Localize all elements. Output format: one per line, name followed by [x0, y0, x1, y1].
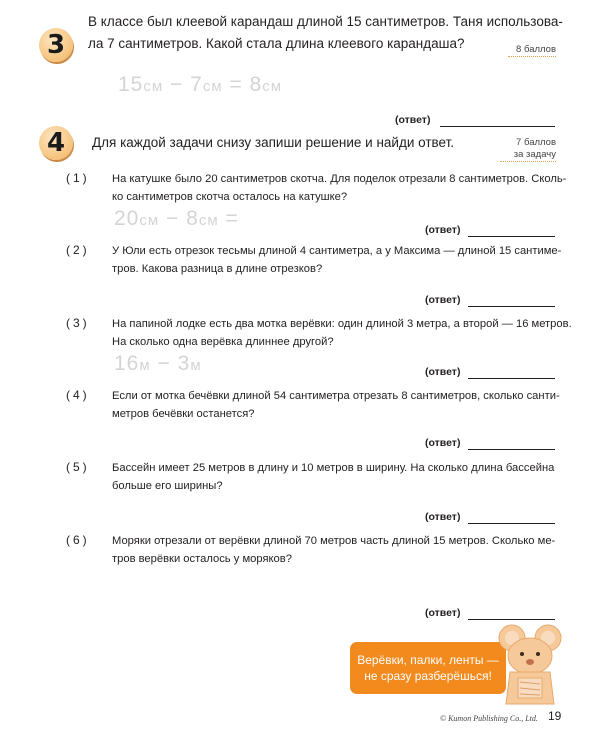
bubble-line-2: не сразу разберёшься! [364, 669, 492, 683]
item-1-answer-label: (ответ) [425, 224, 461, 236]
item-2-number: (2) [66, 243, 90, 257]
item-5-answer-line[interactable] [468, 509, 555, 524]
item-4-answer-line[interactable] [468, 435, 555, 450]
item-3-text-line-2: На сколько одна верёвка длиннее другой? [112, 336, 334, 348]
mascot-speech-bubble [350, 642, 506, 694]
item-3-answer-label: (ответ) [425, 366, 461, 378]
item-6-answer-label: (ответ) [425, 607, 461, 619]
task-3-answer-label: (ответ) [395, 114, 431, 126]
item-4-number: (4) [66, 388, 90, 402]
item-2-text-line-1: У Юли есть отрезок тесьмы длиной 4 сантиметра, а у Максима — длиной 15 сантиме- [112, 245, 562, 257]
task-4-badge [39, 126, 73, 160]
item-5-answer-label: (ответ) [425, 511, 461, 523]
item-6-answer-line[interactable] [468, 605, 555, 620]
page-number: 19 [548, 709, 562, 723]
item-2-answer-line[interactable] [468, 292, 555, 307]
item-5-text-line-2: больше его ширины? [112, 480, 223, 492]
task-3-text-line-1: В классе был клеевой карандаш длиной 15 сантиметров. Таня использова- [88, 14, 563, 29]
item-4-answer-label: (ответ) [425, 437, 461, 449]
item-4-text-line-1: Если от мотка бечёвки длиной 54 сантиметра отрезать 8 сантиметров, сколько санти- [112, 390, 560, 402]
task-3-text-line-2: ла 7 сантиметров. Какой стала длина клеевого карандаша? [88, 36, 465, 51]
task-4-number: 4 [46, 128, 66, 158]
mouse-mascot-icon [490, 622, 570, 708]
item-6-text-line-2: тров верёвки осталось у моряков? [112, 553, 292, 565]
item-2-answer-label: (ответ) [425, 294, 461, 306]
item-1-solution-hint: 20см − 8см = [114, 207, 239, 230]
item-4-text-line-2: метров бечёвки останется? [112, 408, 255, 420]
item-5-text-line-1: Бассейн имеет 25 метров в длину и 10 метров в ширину. На сколько длина бассейна [112, 462, 555, 474]
task-3-points: 8 баллов [508, 44, 556, 57]
item-3-solution-hint: 16м − 3м [114, 352, 202, 375]
item-1-text-line-1: На катушке было 20 сантиметров скотча. Для поделок отрезали 8 сантиметров. Сколь- [112, 173, 567, 185]
item-2-text-line-2: тров. Какова разница в длине отрезков? [112, 263, 323, 275]
item-6-number: (6) [66, 533, 90, 547]
item-6-text-line-1: Моряки отрезали от верёвки длиной 70 метров часть длиной 15 метров. Сколько ме- [112, 535, 556, 547]
item-3-number: (3) [66, 316, 90, 330]
bubble-line-1: Верёвки, палки, ленты — [357, 653, 499, 667]
task-3-solution-hint: 15см − 7см = 8см [118, 73, 283, 96]
item-1-number: (1) [66, 171, 90, 185]
task-4-instruction: Для каждой задачи снизу запиши решение и найди ответ. [92, 135, 455, 150]
copyright-text: © Kumon Publishing Co., Ltd. [440, 714, 538, 723]
task-4-points-line-1: 7 баллов [516, 137, 556, 148]
task-3-answer-line[interactable] [440, 112, 555, 127]
task-3-badge [39, 28, 73, 62]
task-4-points [500, 137, 556, 162]
item-3-text-line-1: На папиной лодке есть два мотка верёвки: один длиной 3 метра, а второй — 16 метров. [112, 318, 572, 330]
item-3-answer-line[interactable] [468, 364, 555, 379]
task-3-number: 3 [46, 30, 66, 60]
item-1-text-line-2: ко сантиметров скотча осталось на катушке? [112, 191, 348, 203]
item-5-number: (5) [66, 460, 90, 474]
task-4-points-line-2: за задачу [500, 149, 556, 162]
item-1-answer-line[interactable] [468, 222, 555, 237]
